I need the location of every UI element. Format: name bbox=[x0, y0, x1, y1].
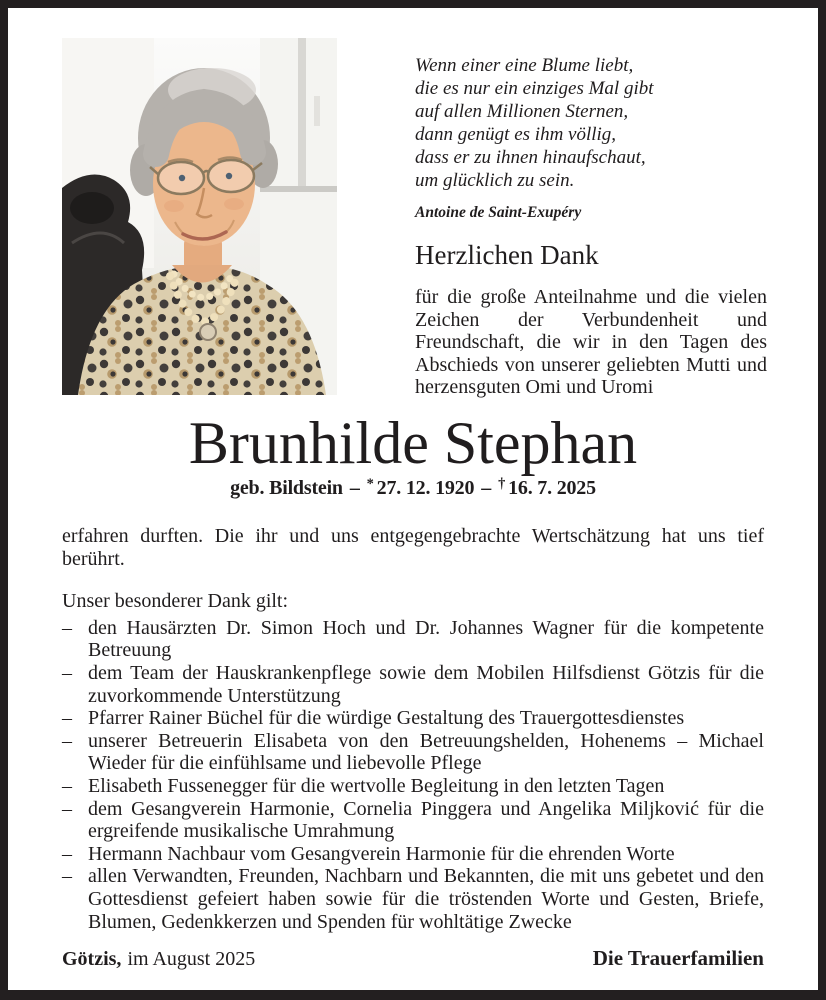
birth-date: 27. 12. 1920 bbox=[376, 477, 475, 499]
quote-line: dass er zu ihnen hinaufschaut, bbox=[415, 147, 646, 168]
list-dash-marker: – bbox=[62, 729, 72, 752]
body-text bbox=[62, 525, 764, 933]
list-dash-marker: – bbox=[62, 661, 72, 684]
list-dash-marker: – bbox=[62, 774, 72, 797]
quote-line: um glücklich zu sein. bbox=[415, 170, 575, 191]
thanks-list-item bbox=[62, 798, 764, 843]
dash-separator: – bbox=[481, 477, 492, 499]
list-dash-marker: – bbox=[62, 616, 72, 639]
footer bbox=[62, 946, 764, 971]
thanks-item-text: Hermann Nachbaur vom Gesangverein Harmonie für die ehrenden Worte bbox=[88, 842, 675, 865]
death-date: 16. 7. 2025 bbox=[508, 477, 596, 499]
place-date-line bbox=[62, 948, 255, 971]
quote-line: dann genügt es ihm völlig, bbox=[415, 124, 617, 145]
thanks-list-item bbox=[62, 865, 764, 933]
list-dash-marker: – bbox=[62, 865, 72, 888]
quote-line: die es nur ein einziges Mal gibt bbox=[415, 78, 654, 99]
portrait-photo bbox=[62, 38, 337, 395]
thanks-item-text: dem Gesangverein Harmonie, Cornelia Pinggera und Angelika Miljković für die ergreifende musikalische Umrahmung bbox=[88, 797, 764, 843]
birth-star-symbol: * bbox=[366, 476, 374, 492]
life-dates-line bbox=[8, 476, 818, 500]
thanks-list-item bbox=[62, 775, 764, 798]
thanks-list-item bbox=[62, 730, 764, 775]
quote-attribution: Antoine de Saint-Exupéry bbox=[415, 204, 582, 221]
list-dash-marker: – bbox=[62, 707, 72, 730]
acknowledgement-title: Herzlichen Dank bbox=[415, 240, 599, 270]
death-cross-symbol: † bbox=[498, 476, 506, 492]
thanks-item-text: den Hausärzten Dr. Simon Hoch und Dr. Johannes Wagner für die kompetente Betreuung bbox=[88, 616, 764, 662]
portrait-photo-illustration bbox=[62, 38, 337, 395]
memorial-quote bbox=[415, 54, 767, 224]
dash-separator: – bbox=[349, 477, 360, 499]
thanks-item-text: Pfarrer Rainer Büchel für die würdige Gestaltung des Trauergottesdienstes bbox=[88, 707, 685, 730]
acknowledgement-continuation: erfahren durften. Die ihr und uns entgegengebrachte Wertschätzung hat uns tief berührt. bbox=[62, 525, 764, 570]
thanks-item-text: dem Team der Hauskrankenpflege sowie dem Mobilen Hilfsdienst Götzis für die zuvorkommende Unterstützung bbox=[88, 661, 764, 707]
thanks-item-text: unserer Betreuerin Elisabeta von den Betreuungshelden, Hohenems – Michael Wieder für die einfühlsame und liebevolle Pflege bbox=[88, 729, 764, 775]
thanks-item-text: allen Verwandten, Freunden, Nachbarn und Bekannten, die mit uns gebetet und den Gottesdienst gefeiert haben sowie für die tröstenden Worte und Gesten, Briefe, Blumen, Gedenkkerzen und Spenden für wohltätige Zwecke bbox=[88, 865, 764, 933]
deceased-name: Brunhilde Stephan bbox=[188, 410, 638, 476]
thanks-list-item bbox=[62, 662, 764, 707]
thanks-list-item bbox=[62, 617, 764, 662]
mourning-family-signature: Die Trauerfamilien bbox=[592, 946, 764, 970]
quote-line: Wenn einer eine Blume liebt, bbox=[415, 55, 634, 76]
maiden-name: geb. Bildstein bbox=[230, 477, 343, 499]
acknowledgement-intro: für die große Anteilnahme und die vielen Zeichen der Verbundenheit und Freundschaft, die wir in den Tagen des Abschieds von unserer geliebten Mutti und herzensguten Omi und Uromi bbox=[415, 286, 767, 399]
thanks-list-item bbox=[62, 707, 764, 730]
quote-line: auf allen Millionen Sternen, bbox=[415, 101, 629, 122]
date-text: im August 2025 bbox=[127, 948, 256, 970]
place-name: Götzis, bbox=[62, 948, 122, 970]
thanks-item-text: Elisabeth Fussenegger für die wertvolle Begleitung in den letzten Tagen bbox=[88, 774, 665, 797]
thanks-list-item bbox=[62, 843, 764, 866]
thanks-list-title: Unser besonderer Dank gilt: bbox=[62, 590, 289, 613]
list-dash-marker: – bbox=[62, 842, 72, 865]
list-dash-marker: – bbox=[62, 797, 72, 820]
